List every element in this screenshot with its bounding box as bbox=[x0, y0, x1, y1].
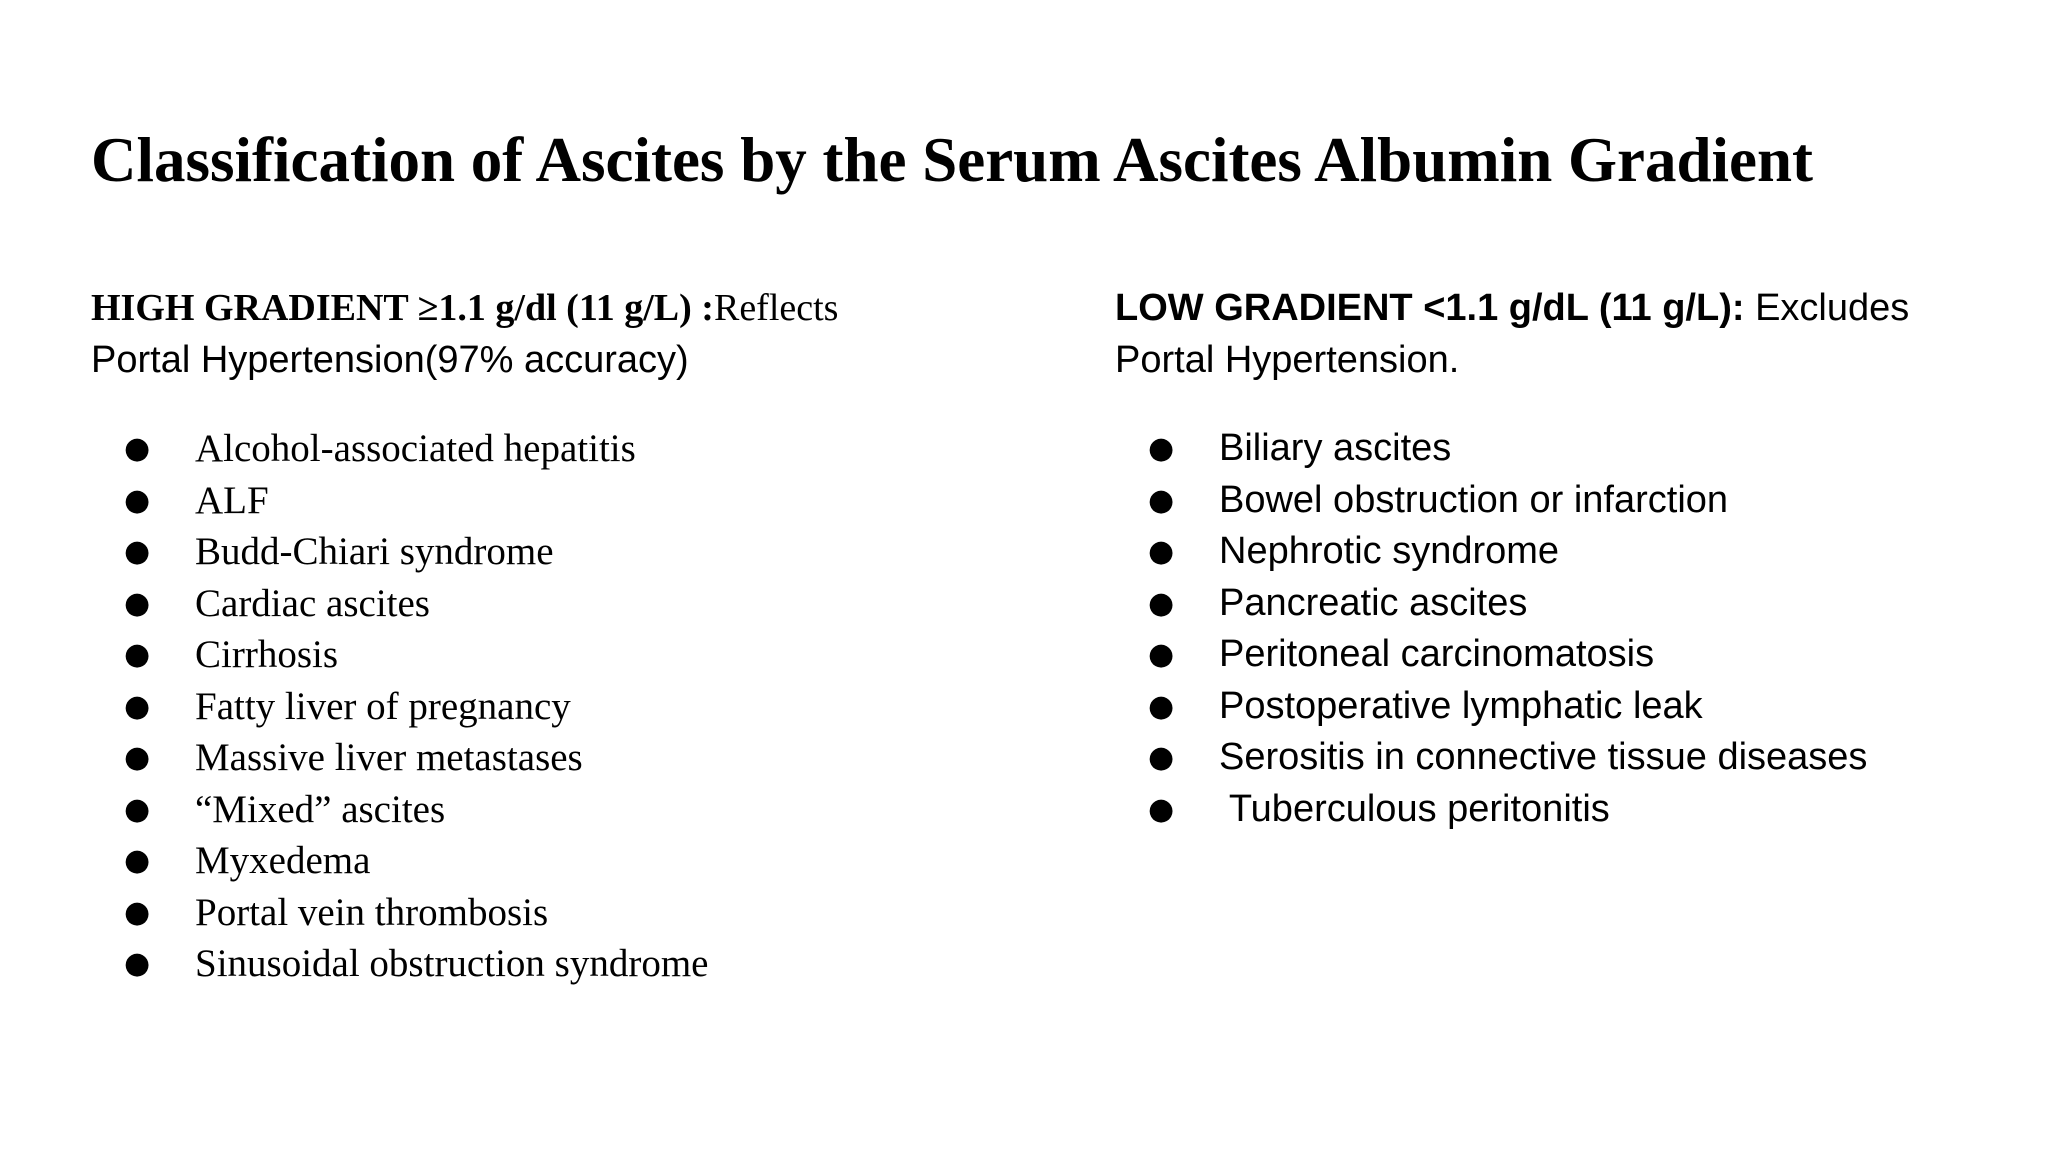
list-item bbox=[91, 681, 991, 733]
list-item-label: Biliary ascites bbox=[1219, 427, 1452, 469]
low-gradient-desc-2: Portal Hypertension. bbox=[1115, 339, 1460, 381]
bullet-icon: ● bbox=[124, 740, 151, 775]
bullet-icon: ● bbox=[124, 585, 151, 621]
bullet-icon: ● bbox=[124, 894, 151, 930]
low-gradient-desc-1: Excludes bbox=[1744, 287, 1910, 329]
list-item-label: ALF bbox=[195, 478, 269, 522]
list-item bbox=[1115, 578, 2015, 630]
list-item-label: Pancreatic ascites bbox=[1219, 581, 1528, 624]
bullet-icon: ● bbox=[124, 946, 151, 981]
bullet-icon: ● bbox=[1148, 482, 1175, 518]
list-item bbox=[91, 938, 991, 990]
high-gradient-heading bbox=[91, 282, 991, 386]
list-item-label: Portal vein thrombosis bbox=[195, 890, 549, 934]
list-item-label: Cardiac ascites bbox=[195, 581, 430, 625]
bullet-icon: ● bbox=[1148, 688, 1175, 724]
list-item bbox=[91, 887, 991, 939]
bullet-icon: ● bbox=[1148, 585, 1175, 621]
bullet-icon: ● bbox=[1148, 637, 1175, 672]
list-item bbox=[1115, 475, 2015, 527]
list-item bbox=[91, 475, 991, 527]
bullet-icon: ● bbox=[1148, 534, 1175, 569]
list-item bbox=[91, 578, 991, 630]
high-gradient-desc-1: Reflects bbox=[713, 287, 839, 329]
list-item-label: Massive liver metastases bbox=[195, 736, 583, 779]
list-item bbox=[91, 784, 991, 836]
bullet-icon: ● bbox=[124, 688, 151, 724]
low-gradient-column bbox=[1115, 282, 2015, 835]
bullet-icon: ● bbox=[1148, 740, 1175, 775]
bullet-icon: ● bbox=[124, 482, 151, 518]
list-item-label: Myxedema bbox=[195, 839, 371, 882]
bullet-icon: ● bbox=[1148, 791, 1175, 827]
list-item-label: Alcohol-associated hepatitis bbox=[195, 427, 636, 470]
list-item-label: Peritoneal carcinomatosis bbox=[1219, 633, 1655, 675]
list-item-label: Cirrhosis bbox=[195, 633, 339, 676]
bullet-icon: ● bbox=[124, 534, 151, 569]
list-item bbox=[1115, 681, 2015, 733]
bullet-icon: ● bbox=[124, 843, 151, 878]
list-item-label: Sinusoidal obstruction syndrome bbox=[195, 942, 709, 985]
list-item bbox=[91, 526, 991, 578]
high-gradient-label: HIGH GRADIENT ≥1.1 g/dl (11 g/L) : bbox=[91, 287, 714, 329]
list-item-label: Budd-Chiari syndrome bbox=[195, 530, 554, 573]
list-item bbox=[1115, 732, 2015, 784]
list-item bbox=[91, 423, 991, 475]
list-item bbox=[1115, 526, 2015, 578]
list-item-label: Fatty liver of pregnancy bbox=[195, 684, 571, 728]
list-item bbox=[91, 629, 991, 681]
list-item-label: Bowel obstruction or infarction bbox=[1219, 478, 1729, 521]
high-gradient-desc-2: Portal Hypertension(97% accuracy) bbox=[91, 339, 689, 381]
high-gradient-column bbox=[91, 282, 991, 990]
bullet-icon: ● bbox=[124, 431, 151, 466]
list-item-label: Postoperative lymphatic leak bbox=[1219, 684, 1703, 727]
low-gradient-label: LOW GRADIENT <1.1 g/dL (11 g/L): bbox=[1115, 287, 1745, 329]
bullet-icon: ● bbox=[124, 791, 151, 827]
high-gradient-list bbox=[91, 423, 991, 990]
bullet-icon: ● bbox=[124, 637, 151, 672]
list-item bbox=[1115, 629, 2015, 681]
slide-title: Classification of Ascites by the Serum Ascites Albumin Gradient bbox=[91, 125, 1814, 195]
list-item-label: Nephrotic syndrome bbox=[1219, 530, 1560, 572]
list-item bbox=[91, 732, 991, 784]
list-item bbox=[91, 835, 991, 887]
list-item-label: “Mixed” ascites bbox=[195, 787, 446, 831]
list-item-label: Serositis in connective tissue diseases bbox=[1219, 736, 1868, 778]
list-item bbox=[1115, 423, 2015, 475]
bullet-icon: ● bbox=[1148, 431, 1175, 466]
low-gradient-list bbox=[1115, 423, 2015, 835]
list-item bbox=[1115, 784, 2015, 836]
list-item-label: Tuberculous peritonitis bbox=[1219, 787, 1610, 830]
low-gradient-heading bbox=[1115, 282, 2015, 386]
